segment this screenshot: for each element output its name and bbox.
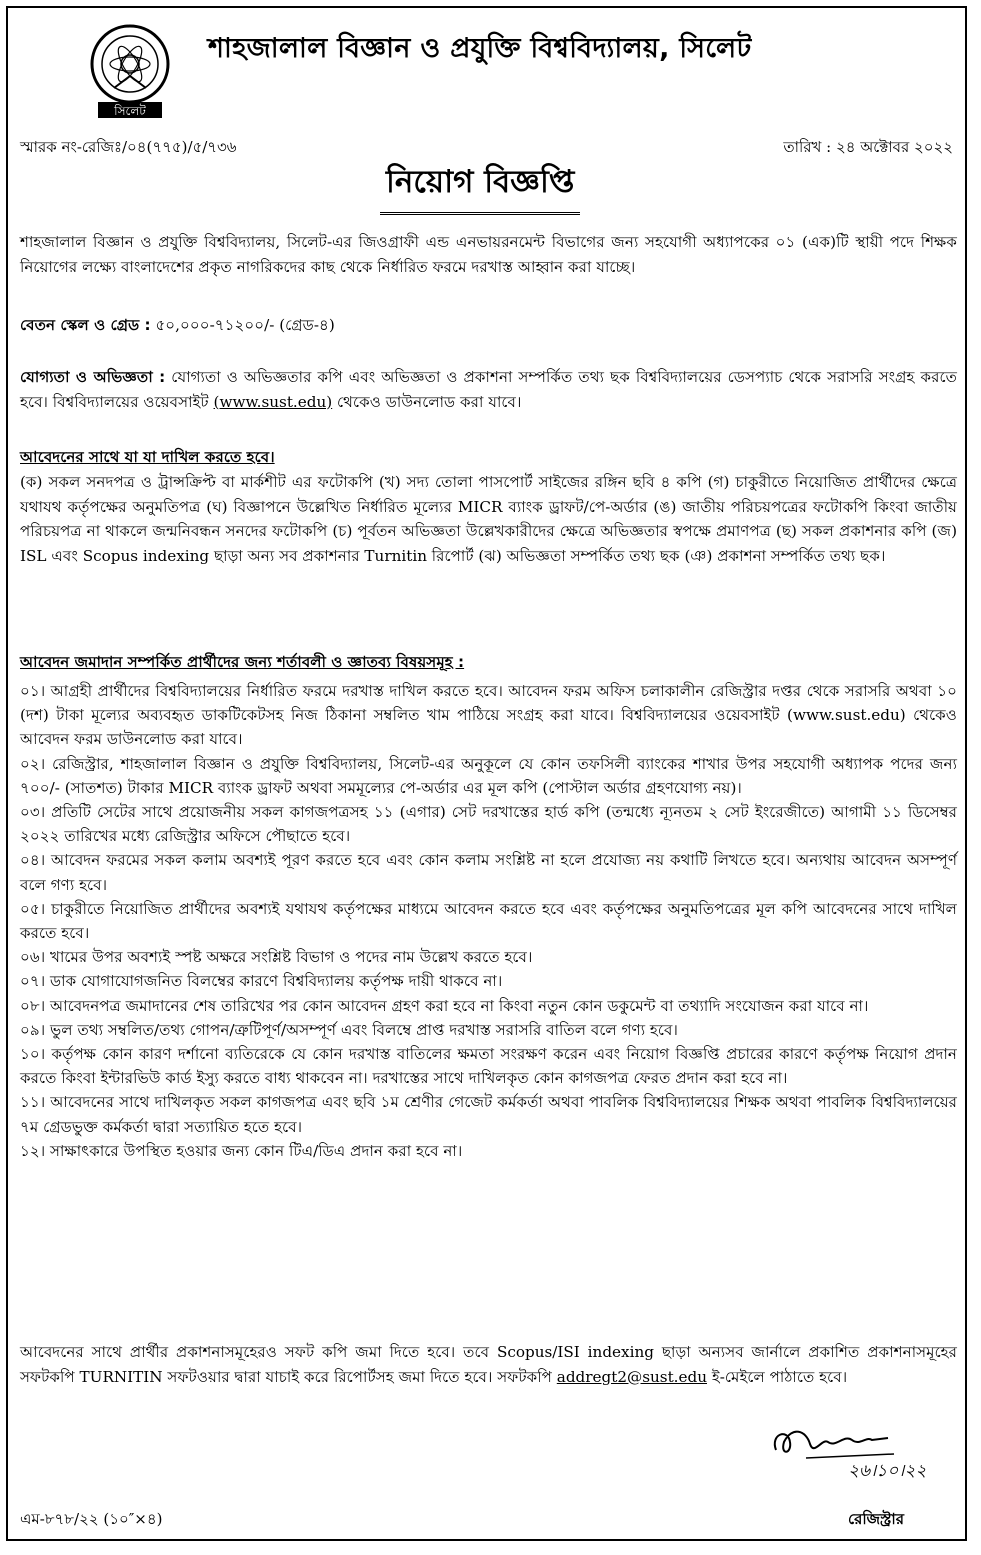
condition-item: ০৮। আবেদনপত্র জমাদানের শেষ তারিখের পর কোন আবেদন গ্রহণ করা হবে না কিংবা নতুন কোন ডকুমেন্ট বা তথ্যাদি সংযোজন করা যাবে না।	[20, 996, 869, 1015]
submission-heading-text: আবেদনের সাথে যা যা দাখিল করতে হবে।	[20, 448, 275, 466]
notice-title: নিয়োগ বিজ্ঞপ্তি	[380, 158, 580, 215]
svg-text:সিলেট: সিলেট	[114, 104, 146, 118]
condition-item: ০৯। ভুল তথ্য সম্বলিত/তথ্য গোপন/ত্রুটিপূর্ণ/অসম্পূর্ণ এবং বিলম্বে প্রাপ্ত দরখাস্ত সরাসরি বাতিল বলে গণ্য হবে।	[20, 1020, 678, 1039]
conditions-heading-text: আবেদন জমাদান সম্পর্কিত প্রার্থীদের জন্য শর্তাবলী ও জ্ঞাতব্য বিষয়সমূহ :	[20, 653, 465, 671]
intro-paragraph: শাহজালাল বিজ্ঞান ও প্রযুক্তি বিশ্ববিদ্যালয়, সিলেট-এর জিওগ্রাফী এন্ড এনভায়রনমেন্ট বিভাগের জন্য সহযোগী অধ্যাপকের ০১ (এক)টি স্থায়ী পদে শিক্ষক নিয়োগের লক্ষ্যে বাংলাদেশের প্রকৃত নাগরিকদের কাছ থেকে নির্ধারিত ফরমে দরখাস্ত আহ্বান করা যাচ্ছে।	[20, 233, 957, 276]
closing-paragraph	[20, 1340, 957, 1389]
email-link[interactable]: addregt2@sust.edu	[556, 1367, 707, 1386]
condition-item: ০২। রেজিস্ট্রার, শাহজালাল বিজ্ঞান ও প্রযুক্তি বিশ্ববিদ্যালয়, সিলেট-এর অনুকূলে যে কোন তফসিলী ব্যাংকের শাখার উপর সহযোগী অধ্যাপক পদের জন্য ৭০০/- (সাতশত) টাকার MICR ব্যাংক ড্রাফট অথবা সমমূল্যের পে-অর্ডার এর মূল কপি (পোস্টাল অর্ডার গ্রহণযোগ্য নয়)।	[20, 754, 957, 797]
condition-item: ০১। আগ্রহী প্রার্থীদের বিশ্ববিদ্যালয়ের নির্ধারিত ফরমে দরখাস্ত দাখিল করতে হবে। আবেদন ফরম অফিস চলাকালীন রেজিস্ট্রার দপ্তর থেকে সরাসরি অথবা ১০ (দশ) টাকা মূল্যের অব্যবহৃত ডাকটিকেটসহ নিজ ঠিকানা সম্বলিত খাম পাঠিয়ে সংগ্রহ করা যাবে। বিশ্ববিদ্যালয়ের ওয়েবসাইট (www.sust.edu) থেকেও আবেদন ফরম ডাউনলোড করা যাবে।	[20, 682, 957, 749]
submission-heading	[20, 445, 957, 470]
signature-date: ২৬।১০।২২	[848, 1461, 927, 1481]
condition-item: ০৬। খামের উপর অবশ্যই স্পষ্ট অক্ষরে সংশ্লিষ্ট বিভাগ ও পদের নাম উল্লেখ করতে হবে।	[20, 948, 533, 967]
qualification-text: যোগ্যতা ও অভিজ্ঞতার কপি এবং অভিজ্ঞতা ও প্রকাশনা সম্পর্কিত তথ্য ছক বিশ্ববিদ্যালয়ের ডেসপ্যাচ থেকে সরাসরি সংগ্রহ করতে হবে। বিশ্ববিদ্যালয়ের ওয়েবসাইট	[20, 368, 957, 411]
university-logo	[84, 22, 176, 120]
condition-item: ১০। কর্তৃপক্ষ কোন কারণ দর্শানো ব্যতিরেকে যে কোন দরখাস্ত বাতিলের ক্ষমতা সংরক্ষণ করেন এবং নিয়োগ বিজ্ঞপ্তি প্রচারের কারণে কর্তৃপক্ষ নিয়োগ প্রদান করতে কিংবা ইন্টারভিউ কার্ড ইস্যু করতে বাধ্য থাকবেন না। দরখাস্তের সাথে দাখিলকৃত কোন কাগজপত্র ফেরত প্রদান করা হবে না।	[20, 1045, 957, 1088]
condition-item: ১১। আবেদনের সাথে দাখিলকৃত সকল কাগজপত্র এবং ছবি ১ম শ্রেণীর গেজেট কর্মকর্তা অথবা পাবলিক বিশ্ববিদ্যালয়ের শিক্ষক অথবা পাবলিক বিশ্ববিদ্যালয়ের ৭ম গ্রেডভুক্ত কর্মকর্তা দ্বারা সত্যায়িত হতে হবে।	[20, 1093, 957, 1136]
closing-text: আবেদনের সাথে প্রার্থীর প্রকাশনাসমূহেরও সফট কপি জমা দিতে হবে। তবে Scopus/ISI indexing ছাড়া অন্যসব জার্নালে প্রকাশিত প্রকাশনাসমূহের সফটকপি TURNITIN সফটওয়ার দ্বারা যাচাই করে রিপোর্টসহ জমা দিতে হবে। সফটকপি	[20, 1343, 958, 1386]
notice-date: তারিখ : ২৪ অক্টোবর ২০২২	[783, 138, 953, 156]
condition-item: ০৭। ডাক যোগাযোগজনিত বিলম্বের কারণে বিশ্ববিদ্যালয় কর্তৃপক্ষ দায়ী থাকবে না।	[20, 972, 503, 991]
reference-code: এম-৮৭৮/২২ (১০″×৪)	[20, 1510, 163, 1528]
qualification-label: যোগ্যতা ও অভিজ্ঞতা :	[20, 368, 166, 386]
pay-scale-value: ৫০,০০০-৭১২০০/- (গ্রেড-৪)	[155, 316, 335, 334]
pay-scale-label: বেতন স্কেল ও গ্রেড :	[20, 316, 151, 334]
registrar-signature	[766, 1420, 956, 1486]
conditions-heading	[20, 650, 957, 675]
condition-item: ০৪। আবেদন ফরমের সকল কলাম অবশ্যই পূরণ করতে হবে এবং কোন কলাম সংশ্লিষ্ট না হলে প্রযোজ্য নয় কথাটি লিখতে হবে। অন্যথায় আবেদন অসম্পূর্ণ বলে গণ্য হবে।	[20, 851, 957, 894]
condition-item: ০৫। চাকুরীতে নিয়োজিত প্রার্থীদের অবশ্যই যথাযথ কর্তৃপক্ষের মাধ্যমে আবেদন করতে হবে এবং কর্তৃপক্ষের অনুমতিপত্রের মূল কপি আবেদনের সাথে দাখিল করতে হবে।	[20, 899, 957, 943]
university-name: শাহজালাল বিজ্ঞান ও প্রযুক্তি বিশ্ববিদ্যালয়, সিলেট	[208, 33, 752, 64]
pay-scale	[20, 313, 957, 338]
memo-number: স্মারক নং-রেজিঃ/০৪(৭৭৫)/৫/৭৩৬	[20, 138, 237, 156]
registrar-title: রেজিস্ট্রার	[848, 1510, 905, 1528]
qualification-paragraph	[20, 365, 957, 414]
conditions-list	[20, 679, 957, 1163]
closing-text-end: ই-মেইলে পাঠাতে হবে।	[711, 1367, 848, 1386]
condition-item: ০৩। প্রতিটি সেটের সাথে প্রয়োজনীয় সকল কাগজপত্রসহ ১১ (এগার) সেট দরখাস্তের হার্ড কপি (তন্মধ্যে ন্যূনতম ২ সেট ইংরেজীতে) আগামী ১১ ডিসেম্বর ২০২২ তারিখের মধ্যে রেজিস্ট্রার অফিসে পৌছাতে হবে।	[20, 803, 957, 846]
qualification-text-end: থেকেও ডাউনলোড করা যাবে।	[337, 392, 522, 411]
website-link[interactable]: (www.sust.edu)	[213, 392, 333, 411]
condition-item: ১২। সাক্ষাৎকারে উপস্থিত হওয়ার জন্য কোন টিএ/ডিএ প্রদান করা হবে না।	[20, 1141, 463, 1160]
submission-list: (ক) সকল সনদপত্র ও ট্রান্সক্রিপ্ট বা মার্কশীট এর ফটোকপি (খ) সদ্য তোলা পাসপোর্ট সাইজের রঙ্গিন ছবি ৪ কপি (গ) চাকুরীতে নিয়োজিত প্রার্থীদের ক্ষেত্রে যথাযথ কর্তৃপক্ষের অনুমতিপত্র (ঘ) বিজ্ঞাপনে উল্লেখিত নির্ধারিত মূল্যের MICR ব্যাংক ড্রাফট/পে-অর্ডার (ঙ) জাতীয় পরিচয়পত্রের ফটোকপি কিংবা জাতীয় পরিচয়পত্র না থাকলে জন্মনিবন্ধন সনদের ফটোকপি (চ) পূর্বতন অভিজ্ঞতা উল্লেখকারীদের ক্ষেত্রে অভিজ্ঞতার স্বপক্ষে প্রমাণপত্র (ছ) সকল প্রকাশনার কপি (জ) ISL এবং Scopus indexing ছাড়া অন্য সব প্রকাশনার Turnitin রিপোর্ট (ঝ) অভিজ্ঞতা সম্পর্কিত তথ্য ছক (ঞ) প্রকাশনা সম্পর্কিত তথ্য ছক।	[20, 473, 957, 565]
notice-page	[6, 6, 967, 1541]
